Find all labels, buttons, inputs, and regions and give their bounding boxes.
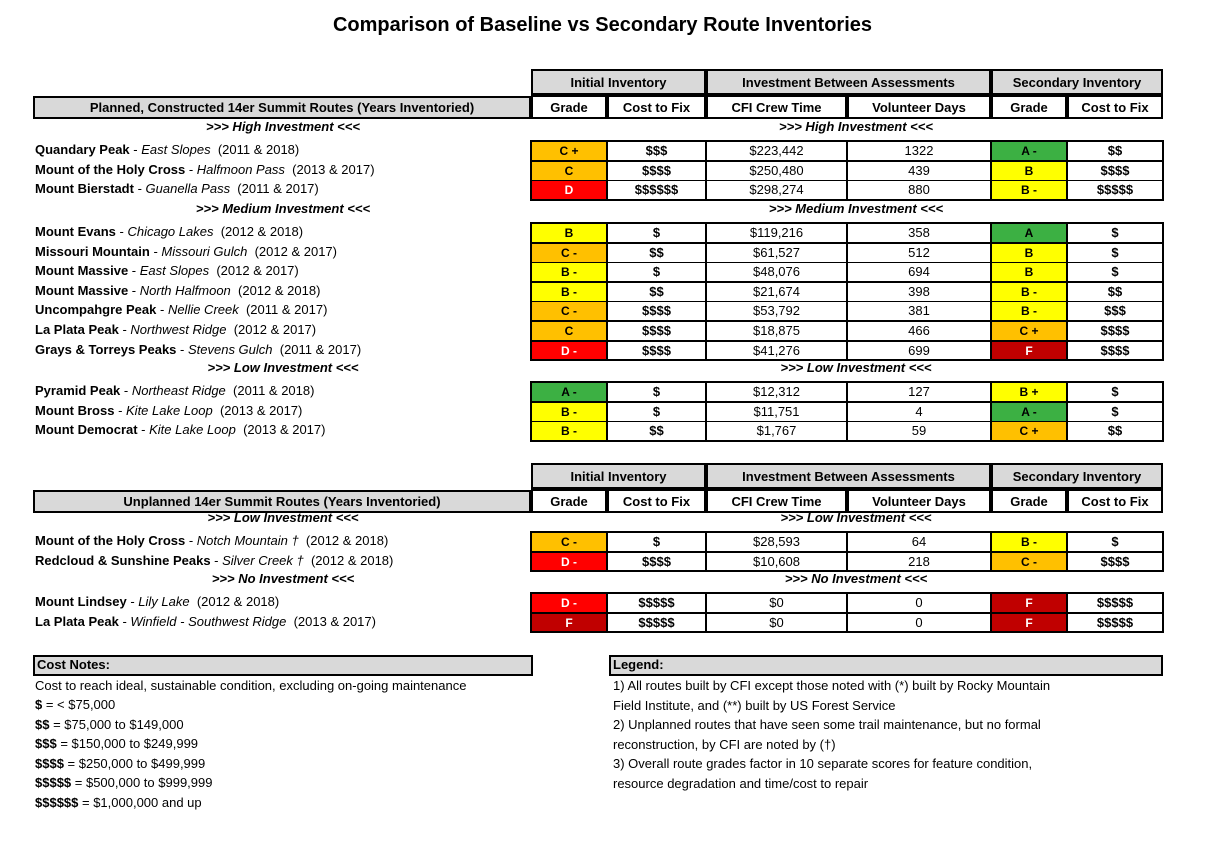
secondary-grade-cell: B - — [991, 282, 1067, 302]
volunteer-days-cell: 0 — [847, 613, 991, 633]
years-inventoried: (2011 & 2018) — [225, 383, 315, 398]
initial-cost-cell: $$$$$ — [607, 593, 706, 613]
initial-grade-cell: B — [531, 223, 607, 243]
route-label — [35, 612, 376, 631]
route-name: Lily Lake — [138, 594, 190, 609]
route-label — [35, 551, 393, 570]
separator: - — [210, 552, 223, 568]
crew-time-cell: $41,276 — [706, 341, 847, 361]
peak-name: Missouri Mountain — [35, 243, 150, 259]
initial-cost-cell: $$ — [607, 243, 706, 263]
peak-name: La Plata Peak — [35, 322, 119, 337]
route-label — [35, 261, 299, 280]
route-label — [35, 340, 361, 359]
route-name: Notch Mountain † — [196, 533, 299, 548]
cost-range: = $500,000 to $999,999 — [71, 775, 213, 790]
secondary-grade-cell: C + — [991, 421, 1067, 441]
cost-note-item — [35, 715, 184, 734]
separator: - — [114, 402, 127, 418]
initial-cost-cell: $$$ — [607, 141, 706, 161]
legend-line: resource degradation and time/cost to repair — [613, 775, 869, 791]
initial-inventory-header: Initial Inventory — [531, 463, 706, 489]
route-name: Nellie Creek — [167, 302, 239, 318]
peak-name: Redcloud & Sunshine Peaks — [35, 552, 211, 568]
cost-note-item — [35, 773, 212, 792]
cost-range: = $150,000 to $249,999 — [56, 736, 199, 751]
cost-note-item — [35, 695, 115, 714]
secondary-grade-cell: A — [991, 223, 1067, 243]
separator: - — [185, 533, 197, 548]
years-inventoried: (2012 & 2018) — [303, 552, 394, 568]
route-name: East Slopes — [139, 263, 210, 279]
route-label — [35, 381, 314, 400]
secondary-grade-cell: F — [991, 593, 1067, 613]
peak-name: Mount Massive — [35, 263, 129, 279]
separator: - — [133, 181, 146, 197]
crew-time-cell: $0 — [706, 593, 847, 613]
peak-name: Pyramid Peak — [35, 383, 121, 398]
investment-header: Investment Between Assessments — [706, 463, 991, 489]
legend-line: 2) Unplanned routes that have seen some trail maintenance, but no formal — [613, 717, 1041, 732]
page-title: Comparison of Baseline vs Secondary Route Inventories — [332, 14, 873, 36]
crew-time-cell: $61,527 — [706, 243, 847, 263]
cost-note-item — [35, 734, 198, 753]
crew-time-cell: $53,792 — [706, 301, 847, 321]
initial-cost-cell: $$$$ — [607, 321, 706, 341]
route-label — [35, 281, 320, 300]
section-label: >>> High Investment <<< — [779, 119, 933, 134]
separator: - — [129, 142, 142, 157]
peak-name: Quandary Peak — [35, 142, 130, 157]
route-name: Kite Lake Loop — [149, 422, 236, 438]
volunteer-days-cell: 439 — [847, 161, 991, 181]
separator: - — [118, 322, 131, 337]
secondary-cost-cell: $ — [1067, 243, 1163, 263]
volunteer-days-cell: 59 — [847, 421, 991, 441]
cost-note-item — [35, 754, 205, 773]
separator: - — [128, 263, 140, 279]
secondary-cost-cell: $$$$ — [1067, 161, 1163, 181]
volunteer-days-cell: 512 — [847, 243, 991, 263]
section-label: >>> Medium Investment <<< — [195, 201, 371, 216]
legend-line: reconstruction, by CFI are noted by (†) — [613, 736, 836, 752]
initial-grade-cell: C — [531, 161, 607, 181]
crew-time-cell: $223,442 — [706, 141, 847, 161]
crew-time-cell: $11,751 — [706, 402, 847, 422]
cost-to-fix-header: Cost to Fix — [1067, 95, 1163, 119]
secondary-cost-cell: $$$ — [1067, 301, 1163, 321]
section-label: >>> No Investment <<< — [784, 571, 928, 586]
separator: - — [156, 302, 168, 318]
years-inventoried: (2011 & 2017) — [238, 302, 328, 318]
years-inventoried: (2012 & 2018) — [230, 282, 321, 298]
cost-notes-header: Cost Notes: — [33, 655, 533, 676]
cost-symbol: $$$$$ — [35, 775, 72, 790]
years-inventoried: (2012 & 2017) — [247, 243, 337, 259]
section-label: >>> Medium Investment <<< — [768, 201, 944, 216]
secondary-grade-cell: C - — [991, 552, 1067, 572]
cost-symbol: $$$ — [35, 736, 57, 751]
volunteer-days-cell: 398 — [847, 282, 991, 302]
years-inventoried: (2011 & 2017) — [230, 181, 319, 197]
cost-to-fix-header: Cost to Fix — [1067, 489, 1163, 513]
secondary-cost-cell: $$$$ — [1067, 321, 1163, 341]
secondary-cost-cell: $$$$$ — [1067, 613, 1163, 633]
initial-grade-cell: C - — [531, 301, 607, 321]
route-label — [35, 242, 337, 261]
volunteer-days-cell: 64 — [847, 532, 991, 552]
secondary-cost-cell: $$ — [1067, 141, 1163, 161]
section-label: >>> Low Investment <<< — [780, 360, 932, 375]
crew-time-cell: $48,076 — [706, 262, 847, 282]
separator: - — [149, 243, 162, 259]
separator: - — [126, 594, 139, 609]
volunteer-days-cell: 4 — [847, 402, 991, 422]
peak-name: Mount of the Holy Cross — [35, 533, 186, 548]
route-name: North Halfmoon — [139, 282, 231, 298]
years-inventoried: (2012 & 2018) — [298, 533, 389, 548]
initial-cost-cell: $$ — [607, 282, 706, 302]
crew-time-cell: $10,608 — [706, 552, 847, 572]
years-inventoried: (2011 & 2017) — [272, 341, 362, 357]
initial-grade-cell: B - — [531, 402, 607, 422]
route-name: Chicago Lakes — [127, 224, 214, 239]
years-inventoried: (2012 & 2018) — [213, 224, 304, 239]
years-inventoried: (2013 & 2017) — [212, 402, 303, 418]
separator: - — [115, 224, 128, 239]
secondary-grade-cell: B - — [991, 180, 1067, 200]
initial-grade-cell: D - — [531, 341, 607, 361]
cost-range: = $1,000,000 and up — [78, 794, 202, 810]
volunteer-days-cell: 218 — [847, 552, 991, 572]
route-label — [35, 160, 375, 179]
initial-cost-cell: $$$$ — [607, 161, 706, 181]
secondary-cost-cell: $$ — [1067, 282, 1163, 302]
cost-to-fix-header: Cost to Fix — [607, 95, 706, 119]
secondary-cost-cell: $$$$ — [1067, 341, 1163, 361]
secondary-cost-cell: $$$$$ — [1067, 180, 1163, 200]
secondary-cost-cell: $ — [1067, 262, 1163, 282]
legend-header: Legend: — [609, 655, 1163, 676]
initial-grade-cell: B - — [531, 262, 607, 282]
secondary-cost-cell: $ — [1067, 223, 1163, 243]
years-inventoried: (2013 & 2017) — [235, 422, 326, 438]
peak-name: Grays & Torreys Peaks — [35, 341, 177, 357]
initial-grade-cell: D - — [531, 552, 607, 572]
route-name: Northeast Ridge — [131, 383, 226, 398]
route-name: Winfield - Southwest Ridge — [130, 613, 287, 629]
separator: - — [118, 613, 131, 629]
volunteer-days-cell: 358 — [847, 223, 991, 243]
initial-cost-cell: $ — [607, 532, 706, 552]
separator: - — [137, 422, 150, 438]
crew-time-cell: $250,480 — [706, 161, 847, 181]
crew-time-cell: $298,274 — [706, 180, 847, 200]
secondary-grade-cell: C + — [991, 321, 1067, 341]
route-label — [35, 179, 319, 198]
secondary-cost-cell: $ — [1067, 532, 1163, 552]
route-name: Halfmoon Pass — [196, 161, 285, 177]
initial-grade-cell: D - — [531, 593, 607, 613]
crew-time-cell: $12,312 — [706, 382, 847, 402]
initial-grade-cell: F — [531, 613, 607, 633]
section-label: >>> Low Investment <<< — [207, 510, 359, 525]
volunteer-days-header: Volunteer Days — [847, 489, 991, 513]
secondary-cost-cell: $$$$ — [1067, 552, 1163, 572]
section-label: >>> No Investment <<< — [211, 571, 355, 586]
initial-cost-cell: $ — [607, 262, 706, 282]
route-label — [35, 592, 279, 611]
secondary-cost-cell: $ — [1067, 402, 1163, 422]
separator: - — [185, 161, 197, 177]
volunteer-days-header: Volunteer Days — [847, 95, 991, 119]
secondary-cost-cell: $ — [1067, 382, 1163, 402]
initial-cost-cell: $$$$$ — [607, 613, 706, 633]
initial-grade-cell: B - — [531, 421, 607, 441]
secondary-grade-cell: B — [991, 161, 1067, 181]
route-name: Missouri Gulch — [161, 243, 248, 259]
initial-cost-cell: $$$$ — [607, 552, 706, 572]
route-name: Guanella Pass — [145, 181, 231, 197]
grade-header: Grade — [991, 95, 1067, 119]
secondary-grade-cell: B + — [991, 382, 1067, 402]
secondary-cost-cell: $$$$$ — [1067, 593, 1163, 613]
route-name: Kite Lake Loop — [126, 402, 213, 418]
crew-time-cell: $28,593 — [706, 532, 847, 552]
initial-cost-cell: $ — [607, 402, 706, 422]
crew-time-cell: $1,767 — [706, 421, 847, 441]
crew-time-cell: $119,216 — [706, 223, 847, 243]
section-label: >>> Low Investment <<< — [780, 510, 932, 525]
secondary-grade-cell: B - — [991, 301, 1067, 321]
secondary-grade-cell: F — [991, 613, 1067, 633]
grade-header: Grade — [531, 489, 607, 513]
cost-note-item — [35, 793, 202, 812]
peak-name: La Plata Peak — [35, 613, 119, 629]
section-label: >>> Low Investment <<< — [207, 360, 359, 375]
years-inventoried: (2011 & 2018) — [210, 142, 300, 157]
secondary-grade-cell: B — [991, 262, 1067, 282]
initial-grade-cell: C — [531, 321, 607, 341]
route-name: Silver Creek † — [222, 552, 304, 568]
cost-notes-intro: Cost to reach ideal, sustainable condition, excluding on-going maintenance — [35, 678, 467, 693]
crew-time-cell: $18,875 — [706, 321, 847, 341]
separator: - — [128, 282, 140, 298]
years-inventoried: (2012 & 2017) — [209, 263, 299, 279]
initial-grade-cell: A - — [531, 382, 607, 402]
route-label — [35, 320, 316, 339]
legend-line: Field Institute, and (**) built by US Forest Service — [613, 697, 896, 713]
peak-name: Uncompahgre Peak — [35, 302, 157, 318]
route-label — [35, 140, 299, 159]
volunteer-days-cell: 880 — [847, 180, 991, 200]
years-inventoried: (2013 & 2017) — [284, 161, 375, 177]
secondary-grade-cell: B — [991, 243, 1067, 263]
volunteer-days-cell: 1322 — [847, 141, 991, 161]
cost-symbol: $$$$$$ — [35, 794, 79, 810]
initial-cost-cell: $$$$ — [607, 301, 706, 321]
secondary-grade-cell: A - — [991, 402, 1067, 422]
initial-grade-cell: C + — [531, 141, 607, 161]
table-title: Planned, Constructed 14er Summit Routes (Years Inventoried) — [33, 96, 533, 119]
initial-grade-cell: C - — [531, 243, 607, 263]
peak-name: Mount Bross — [35, 402, 115, 418]
secondary-grade-cell: F — [991, 341, 1067, 361]
initial-grade-cell: C - — [531, 532, 607, 552]
years-inventoried: (2012 & 2017) — [226, 322, 317, 337]
route-name: Stevens Gulch — [187, 341, 273, 357]
route-name: Northwest Ridge — [130, 322, 227, 337]
peak-name: Mount Massive — [35, 282, 129, 298]
peak-name: Mount of the Holy Cross — [35, 161, 186, 177]
initial-cost-cell: $$$$ — [607, 341, 706, 361]
table-title: Unplanned 14er Summit Routes (Years Inventoried) — [33, 490, 533, 513]
volunteer-days-cell: 0 — [847, 593, 991, 613]
crew-time-header: CFI Crew Time — [706, 95, 847, 119]
legend-line: 1) All routes built by CFI except those noted with (*) built by Rocky Mountain — [613, 678, 1051, 693]
cost-symbol: $$$$ — [35, 755, 64, 771]
crew-time-cell: $21,674 — [706, 282, 847, 302]
peak-name: Mount Bierstadt — [35, 181, 134, 197]
crew-time-cell: $0 — [706, 613, 847, 633]
secondary-grade-cell: B - — [991, 532, 1067, 552]
secondary-inventory-header: Secondary Inventory — [991, 463, 1163, 489]
volunteer-days-cell: 466 — [847, 321, 991, 341]
legend-line: 3) Overall route grades factor in 10 separate scores for feature condition, — [613, 756, 1033, 771]
grade-header: Grade — [991, 489, 1067, 513]
volunteer-days-cell: 699 — [847, 341, 991, 361]
secondary-cost-cell: $$ — [1067, 421, 1163, 441]
route-label — [35, 420, 325, 439]
initial-grade-cell: B - — [531, 282, 607, 302]
peak-name: Mount Lindsey — [35, 594, 127, 609]
route-label — [35, 531, 388, 550]
separator: - — [176, 341, 188, 357]
volunteer-days-cell: 381 — [847, 301, 991, 321]
initial-cost-cell: $ — [607, 382, 706, 402]
secondary-grade-cell: A - — [991, 141, 1067, 161]
initial-inventory-header: Initial Inventory — [531, 69, 706, 95]
years-inventoried: (2013 & 2017) — [286, 613, 376, 629]
years-inventoried: (2012 & 2018) — [189, 594, 280, 609]
initial-cost-cell: $ — [607, 223, 706, 243]
initial-cost-cell: $$ — [607, 421, 706, 441]
initial-grade-cell: D — [531, 180, 607, 200]
volunteer-days-cell: 127 — [847, 382, 991, 402]
route-name: East Slopes — [141, 142, 211, 157]
crew-time-header: CFI Crew Time — [706, 489, 847, 513]
cost-to-fix-header: Cost to Fix — [607, 489, 706, 513]
cost-range: = $75,000 to $149,000 — [49, 716, 184, 732]
cost-range: = < $75,000 — [42, 697, 116, 712]
route-label — [35, 222, 303, 241]
route-label — [35, 300, 327, 319]
investment-header: Investment Between Assessments — [706, 69, 991, 95]
peak-name: Mount Democrat — [35, 422, 138, 438]
volunteer-days-cell: 694 — [847, 262, 991, 282]
route-label — [35, 401, 302, 420]
grade-header: Grade — [531, 95, 607, 119]
initial-cost-cell: $$$$$$ — [607, 180, 706, 200]
cost-symbol: $$ — [35, 716, 50, 732]
section-label: >>> High Investment <<< — [206, 119, 360, 134]
cost-symbol: $ — [35, 697, 43, 712]
cost-range: = $250,000 to $499,999 — [63, 755, 206, 771]
secondary-inventory-header: Secondary Inventory — [991, 69, 1163, 95]
separator: - — [120, 383, 132, 398]
peak-name: Mount Evans — [35, 224, 116, 239]
